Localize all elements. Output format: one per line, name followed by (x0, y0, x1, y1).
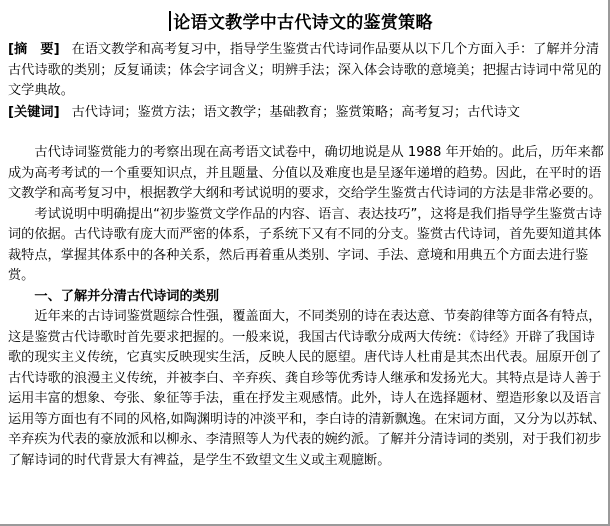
paragraph-1: 古代诗词鉴赏能力的考察出现在高考语文试卷中，确切地说是从 1988 年开始的。此后，历年来都成为高考考试的一个重要知识点，并且题量、分值以及难度也是呈逐年递增的趋势。因此，在平时的语文教学和高考复习中，根据教学大纲和考试说明的要求，交给学生鉴赏古代诗词的方法是非常必要的。 (8, 145, 604, 201)
keywords (8, 103, 606, 124)
section-1-paragraph: 近年来的古诗词鉴赏题综合性强，覆盖面大，不同类别的诗在表达意、节奏韵律等方面各有特点，这是鉴赏古代诗歌时首先要求把握的。一般来说，我国古代诗歌分成两大传统：《诗经》开辟了我国诗歌的现实主义传统，它真实反映现实生活，反映人民的愿望。唐代诗人杜甫是其杰出代表。屈原开创了古代诗歌的浪漫主义传统，并被李白、辛弃疾、龚自珍等优秀诗人继承和发扬光大。其特点是诗人善于运用丰富的想象、夸张、象征等手法，重在抒发主观感情。此外，诗人在选择题材、塑造形象以及语言运用等方面也有不同的风格,如陶渊明诗的冲淡平和，李白诗的清新飘逸。在宋词方面，又分为以苏轼、辛弃疾为代表的豪放派和以柳永、李清照等人为代表的婉约派。了解并分清诗词的类别，对于我们初步了解诗词的时代背景大有裨益，是学生不致望文生义或主观臆断。 (8, 309, 606, 468)
section-heading-1: 一、了解并分清古代诗词的类别 (34, 288, 220, 304)
abstract-text: 在语文教学和高考复习中，指导学生鉴赏古代诗词作品要从以下几个方面入手：了解并分清古代诗歌的类别；反复诵读；体会字词含义；明辨手法；深入体会诗歌的意境美；把握古诗词中常见的文学典故。 (8, 42, 602, 98)
abstract-label: [摘 要] (8, 42, 60, 57)
title-row (0, 8, 602, 33)
keywords-label: [关键词] (8, 105, 60, 120)
body-text (8, 143, 606, 471)
paragraph-2: 考试说明中明确提出“初步鉴赏文学作品的内容、语言、表达技巧”，这将是我们指导学生鉴赏古诗词的依据。古代诗歌有庞大而严密的体系，子系统下又有不同的分支。鉴赏古代诗词，首先要知道其体裁特点，掌握其体系中的各种关系，然后再着重从类别、字词、手法、意境和用典五个方面去进行鉴赏。 (8, 206, 602, 283)
abstract (8, 40, 606, 102)
keywords-text: 古代诗词；鉴赏方法；语文教学；基础教育；鉴赏策略；高考复习；古代诗文 (71, 105, 520, 120)
document-title: 论语文教学中古代诗文的鉴赏策略 (173, 13, 433, 33)
text-cursor (169, 11, 171, 31)
